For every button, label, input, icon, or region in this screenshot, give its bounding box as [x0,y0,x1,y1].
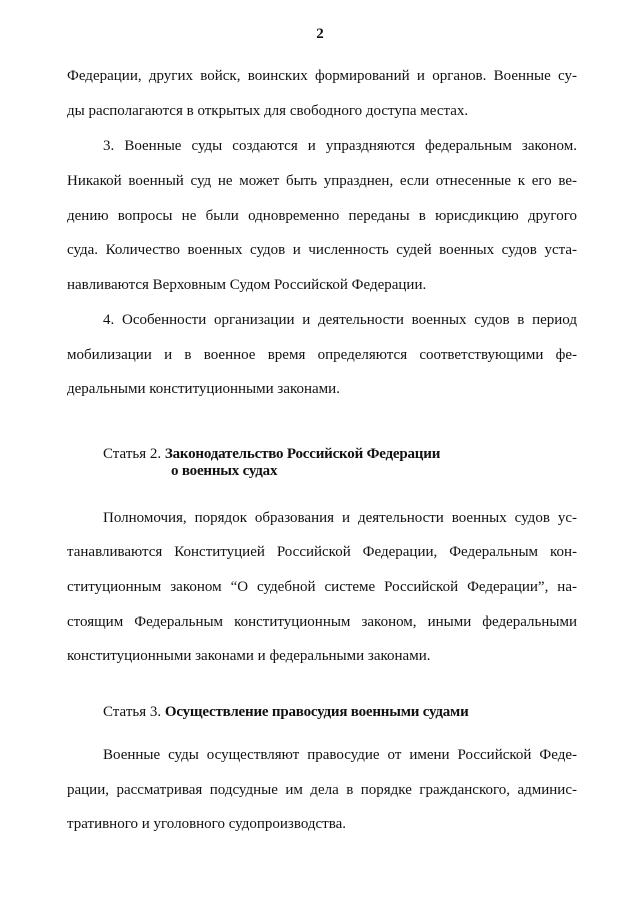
page-number: 2 [316,26,324,42]
paragraph-line: конституционными законами и федеральными законами. [67,648,431,664]
article-2-prefix: Статья 2. [103,446,165,462]
paragraph-line: 3. Военные суды создаются и упраздняются федеральным законом. [103,138,577,154]
paragraph-line: 4. Особенности организации и деятельности военных судов в период [103,312,577,328]
paragraph-line: ды располагаются в открытых для свободного доступа местах. [67,103,469,119]
paragraph-line: мобилизации и в военное время определяются соответствующими фе- [67,347,577,363]
paragraph-line: суда. Количество военных судов и численность судей военных судов уста- [67,242,577,258]
article-3-prefix: Статья 3. [103,704,165,720]
article-2-title: Законодательство Российской Федерации [164,446,441,462]
article-2-heading [103,445,440,463]
paragraph-line: ституционным законом “О судебной системе Российской Федерации”, на- [67,579,577,595]
paragraph-line: Полномочия, порядок образования и деятельности военных судов ус- [103,510,577,526]
article-3-title: Осуществление правосудия военными судами [164,704,469,720]
paragraph-line: Военные суды осуществляют правосудие от имени Российской Феде- [103,747,577,763]
article-3-heading [103,703,469,721]
paragraph-line: деральными конституционными законами. [67,381,340,397]
paragraph-line: рации, рассматривая подсудные им дела в порядке гражданского, админис- [67,782,577,798]
paragraph-line: стоящим Федеральным конституционным законом, иными федеральными [67,614,577,630]
paragraph-line: Никакой военный суд не может быть упразднен, если отнесенные к его ве- [67,173,577,189]
paragraph-line: тративного и уголовного судопроизводства. [67,816,347,832]
paragraph-line: танавливаются Конституцией Российской Федерации, Федеральным кон- [67,544,577,560]
paragraph-line: Федерации, других войск, воинских формирований и органов. Военные су- [67,68,577,84]
paragraph-line: навливаются Верховным Судом Российской Федерации. [67,277,427,293]
article-2-title-line-2: о военных судах [171,463,278,479]
paragraph-line: дению вопросы не были одновременно переданы в юрисдикцию другого [67,208,577,224]
